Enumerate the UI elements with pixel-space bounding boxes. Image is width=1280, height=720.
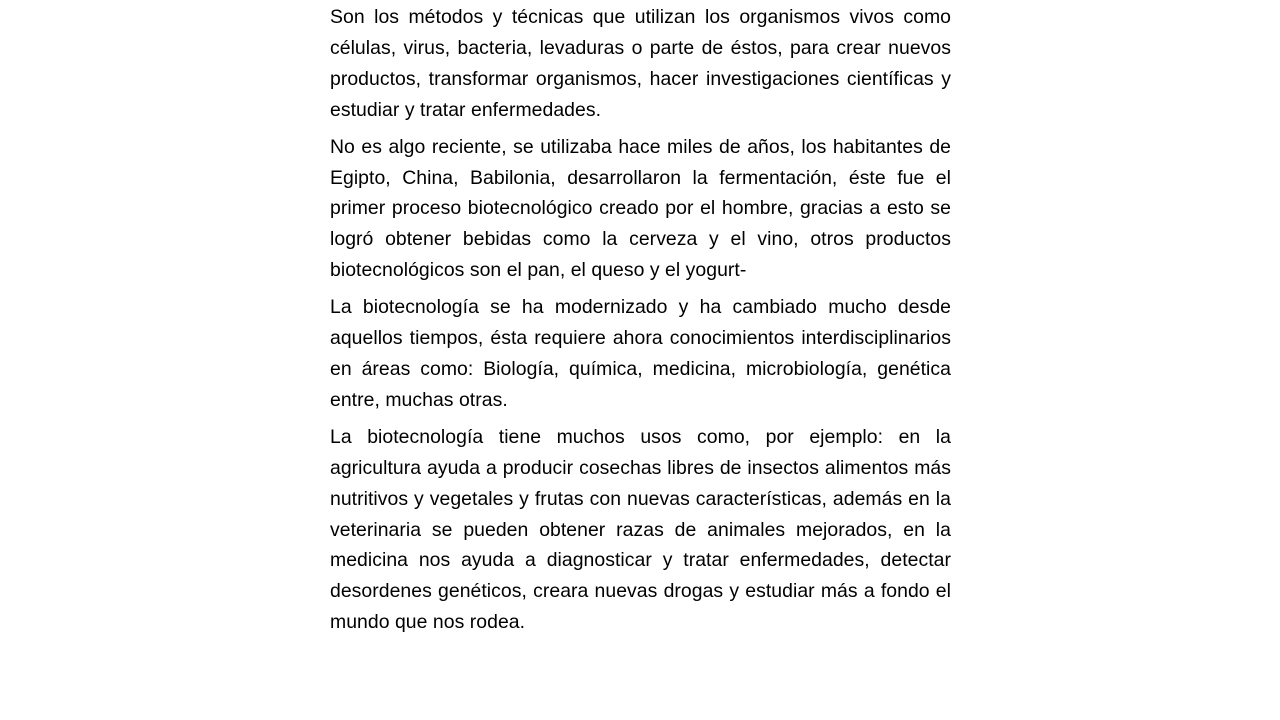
body-text-block [330, 2, 951, 638]
paragraph-modernization: La biotecnología se ha modernizado y ha cambiado mucho desde aquellos tiempos, ésta requiere ahora conocimientos interdisciplinarios en áreas como: Biología, química, medicina, microbiología, genética entre, muchas otras. [330, 296, 951, 411]
paragraph-definition: Son los métodos y técnicas que utilizan los organismos vivos como células, virus, bacteria, levaduras o parte de éstos, para crear nuevos productos, transformar organismos, hacer investigaciones científicas y estudiar y tratar enfermedades. [330, 6, 951, 121]
paragraph-history: No es algo reciente, se utilizaba hace miles de años, los habitantes de Egipto, China, Babilonia, desarrollaron la fermentación, éste fue el primer proceso biotecnológico creado por el hombre, gracias a esto se logró obtener bebidas como la cerveza y el vino, otros productos biotecnológicos son el pan, el queso y el yogurt- [330, 135, 951, 282]
paragraph-uses: La biotecnología tiene muchos usos como, por ejemplo: en la agricultura ayuda a producir cosechas libres de insectos alimentos más nutritivos y vegetales y frutas con nuevas características, además en la veterinaria se pueden obtener razas de animales mejorados, en la medicina nos ayuda a diagnosticar y tratar enfermedades, detectar desordenes genéticos, creara nuevas drogas y estudiar más a fondo el mundo que nos rodea. [330, 425, 951, 634]
